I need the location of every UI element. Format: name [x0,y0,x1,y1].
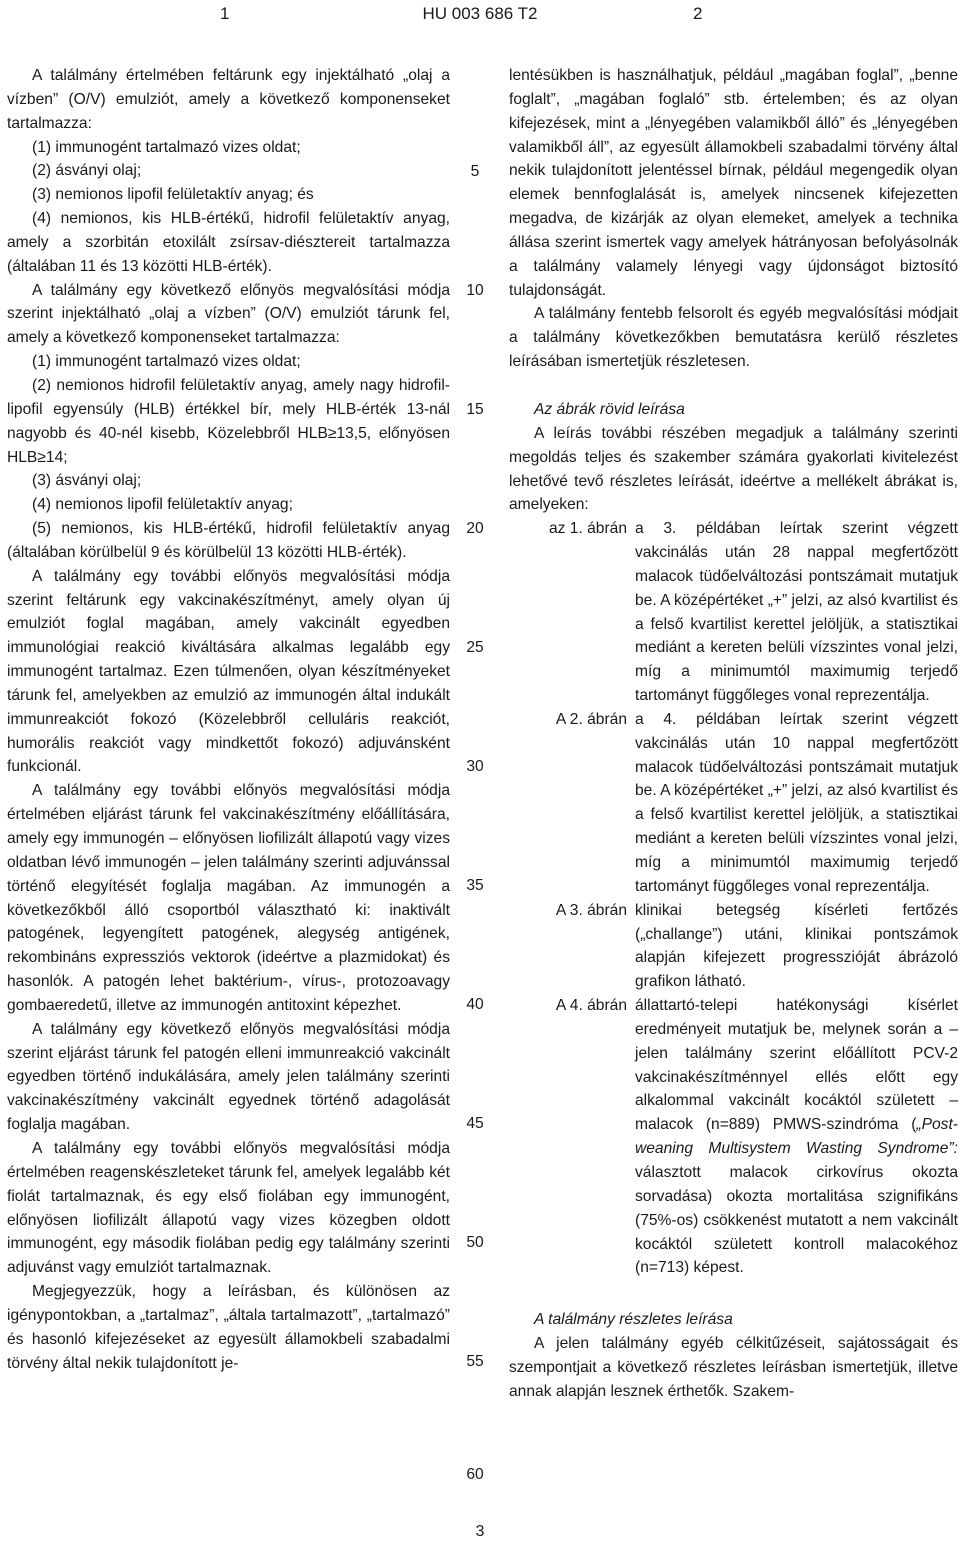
figure-label: A 4. ábrán [555,997,627,1015]
paragraph: Megjegyezzük, hogy a leírásban, és különösen az igénypontokban, a „tartalmaz”, „általa tartalmazott”, „tartalmazó” és hasonló kifejezéseket az egyesült államokbeli szabadalmi törvény által nekik tulajdonított je- [7,1283,450,1372]
paragraph: A találmány egy következő előnyös megvalósítási módja szerint eljárást tárunk fel patogén elleni immunreakció vakcinált egyedben történő indukálására, amely jelen találmány szerinti vakcinakészítmény vakcinált egyednek történő adagolását foglalja magában. [7,1020,450,1134]
list-item: (2) nemionos hidrofil felületaktív anyag, amely nagy hidrofil-lipofil egyensúly (HLB) értékkel bír, mely HLB-érték 13-nál nagyobb és 40-nél kisebb, Közelebbről HLB≥13,5, előnyösen HLB≥14; [7,376,450,466]
line-number: 55 [466,1353,484,1370]
line-number: 20 [466,520,484,537]
figure-text: a 4. példában leírtak szerint végzett vakcinálás után 10 nappal megfertőzött malacok tüdőelváltozási pontszámait mutatjuk be. A középértéket „+” jelzi, az alsó kvartilist és a felső kvartilist kerettel jelöljük, a statisztikai mediánt a kereten belüli vízszintes vonal jelzi, míg a minimumtól maximumig terjedő tartományt függőleges vonal reprezentálja. [635,710,958,895]
paragraph: A jelen találmány egyéb célkitűzéseit, sajátosságait és szempontjait a következő részletes leírásban ismertetjük, illetve annak alapján lesznek érthetők. Szakem- [509,1335,958,1400]
left-column [7,64,450,1375]
figure-text-part: választott malacok cirkovírus okozta sorvadása) okozta mortalitása szignifikáns (75%-os) csökkenést mutatott a nem vakcinált kocáktól született kontroll malacokéhoz (n=713) képest. [635,1163,958,1277]
list-item: (4) nemionos lipofil felületaktív anyag; [32,496,293,514]
line-number: 25 [466,639,484,656]
figure-text: klinikai betegség kísérleti fertőzés („challange”) utáni, klinikai pontszámok alapján kifejezett progresszióját ábrázoló grafikon látható. [635,901,958,991]
line-number: 5 [470,163,480,180]
paragraph: A találmány egy következő előnyös megvalósítási módja szerint injektálható „olaj a vízben” (O/V) emulziót tárunk fel, amely a következő komponenseket tartalmazza: [7,281,450,347]
list-item: (5) nemionos, kis HLB-értékű, hidrofil felületaktív anyag (általában körülbelül 9 és körülbelül 13 közötti HLB-érték). [7,520,450,561]
figure-description [509,708,958,899]
line-number: 35 [466,877,484,894]
right-page-number: 2 [693,4,703,23]
figure-text-part: állattartó-telepi hatékonysági kísérlet eredményeit mutatjuk be, melynek során a – jelen találmány szerint előállított PCV-2 vakcinakészítménnyel ellés előtt egy alkalommal vakcinált kocáktól született – malacok (n=889) PMWS-szindróma ( [635,997,958,1134]
list-item: (1) immunogént tartalmazó vizes oldat; [32,138,301,156]
right-column [509,64,958,1404]
figure-label: A 2. ábrán [555,710,627,728]
paragraph: A találmány értelmében feltárunk egy injektálható „olaj a vízben” (O/V) emulziót, amely a következő komponenseket tartalmazza: [7,67,450,132]
line-number: 40 [466,996,484,1013]
line-number: 60 [466,1466,484,1483]
figure-text [635,994,958,1280]
paragraph: A találmány egy további előnyös megvalósítási módja értelmében eljárást tárunk fel vakcinakészítmény előállítására, amely egy immunogén – előnyösen liofilizált állapotú vagy vizes oldatban lévő immunogén – jelen találmány szerinti adjuvánssal történő elegyítését foglalja magában. Az immunogén a következőkből álló csoportból választható ki: inaktivált patogének, legyengített patogének, alegység antigének, rekombináns expressziós vektorok (ideértve a plazmidokat) és hasonlók. A patogén lehet baktérium-, vírus-, protozoavagy gombaeredetű, illetve az immunogén antitoxint képezhet. [7,782,450,1014]
line-number: 45 [466,1115,484,1132]
figure-description [509,899,958,994]
figure-text-italic: „Post-weaning Multisystem Wasting Syndrome”: [635,1116,958,1158]
figure-description [509,517,958,708]
figure-text: a 3. példában leírtak szerint végzett vakcinálás után 28 nappal megfertőzött malacok tüdőelváltozási pontszámait mutatjuk be. A középértéket „+” jelzi, az alsó kvartilist és a felső kvartilist kerettel jelöljük, a statisztikai mediánt a kereten belüli vízszintes vonal jelzi, míg a minimumtól maximumig terjedő tartományt függőleges vonal reprezentálja. [635,520,958,705]
figure-description [509,994,958,1280]
list-item: (2) ásványi olaj; [32,162,142,180]
list-item: (4) nemionos, kis HLB-értékű, hidrofil felületaktív anyag, amely a szorbitán etoxilált zsírsav-diésztereit tartalmazza (általában 11 és 13 közötti HLB-érték). [7,210,450,275]
line-number: 15 [466,401,484,418]
list-item: (3) ásványi olaj; [32,472,142,490]
left-page-number: 1 [220,4,230,23]
paragraph: A találmány fentebb felsorolt és egyéb megvalósítási módjait a találmány következőkben bemutatásra kerülő részletes leírásában ismertetjük részletesen. [509,305,958,371]
section-heading: A találmány részletes leírása [534,1311,733,1329]
line-number: 10 [466,282,484,299]
paragraph: A találmány egy további előnyös megvalósítási módja értelmében reagenskészleteket tárunk fel, amelyek legalább két fiolát tartalmaznak, és egy első fiolában egy immunogént, előnyösen liofilizált állapotú vagy vizes közegben oldott immunogént, egy második fiolában pedig egy találmány szerinti adjuvánst vagy emulziót tartalmaznak. [7,1139,450,1277]
paragraph: A találmány egy további előnyös megvalósítási módja szerint feltárunk egy vakcinakészítményt, amely olyan új emulziót foglal magában, amely vakcinált egyedben immunológiai reakció kiváltására alkalmas legalább egy immunogént tartalmaz. Ezen túlmenően, olyan készítményeket tárunk fel, amelyekben az emulzió az immunogén által indukált immunreakciót fokozó (Közelebbről celluláris reakciót, humorális reakciót vagy mindkettőt fokozó) adjuvánsként funkcionál. [7,567,450,776]
figure-label: az 1. ábrán [548,520,627,538]
line-number: 50 [466,1234,484,1251]
list-item: (1) immunogént tartalmazó vizes oldat; [32,353,301,371]
line-number: 30 [466,758,484,775]
paragraph: A leírás további részében megadjuk a találmány szerinti megoldás teljes és szakember számára gyakorlati kivitelezést lehetővé tevő részletes leírását, ideértve a mellékelt ábrákat is, amelyeken: [509,424,958,514]
figure-label: A 3. ábrán [555,901,627,919]
list-item: (3) nemionos lipofil felületaktív anyag; és [32,186,314,204]
paragraph: lentésükben is használhatjuk, például „magában foglal”, „benne foglalt”, „magában foglaló” stb. értelemben; és az olyan kifejezések, mint a „lényegében valamikből álló” és „lényegében valamikből áll”, az egyesült államokbeli szabadalmi törvény által nekik tulajdonított jelentéssel bírnak, például megengedik olyan elemek bennfoglalását is, amelyek nincsenek kifejezetten megadva, de kizárják az olyan elemeket, amelyek a technika állása szerint ismertek vagy amelyek hátrányosan befolyásolnák a találmány valamely lényegi vagy újdonságot biztosító tulajdonságát. [509,67,958,299]
section-heading: Az ábrák rövid leírása [534,400,685,418]
page-header [0,0,960,30]
page-footer-number: 3 [475,1523,485,1540]
document-id: HU 003 686 T2 [422,4,538,23]
